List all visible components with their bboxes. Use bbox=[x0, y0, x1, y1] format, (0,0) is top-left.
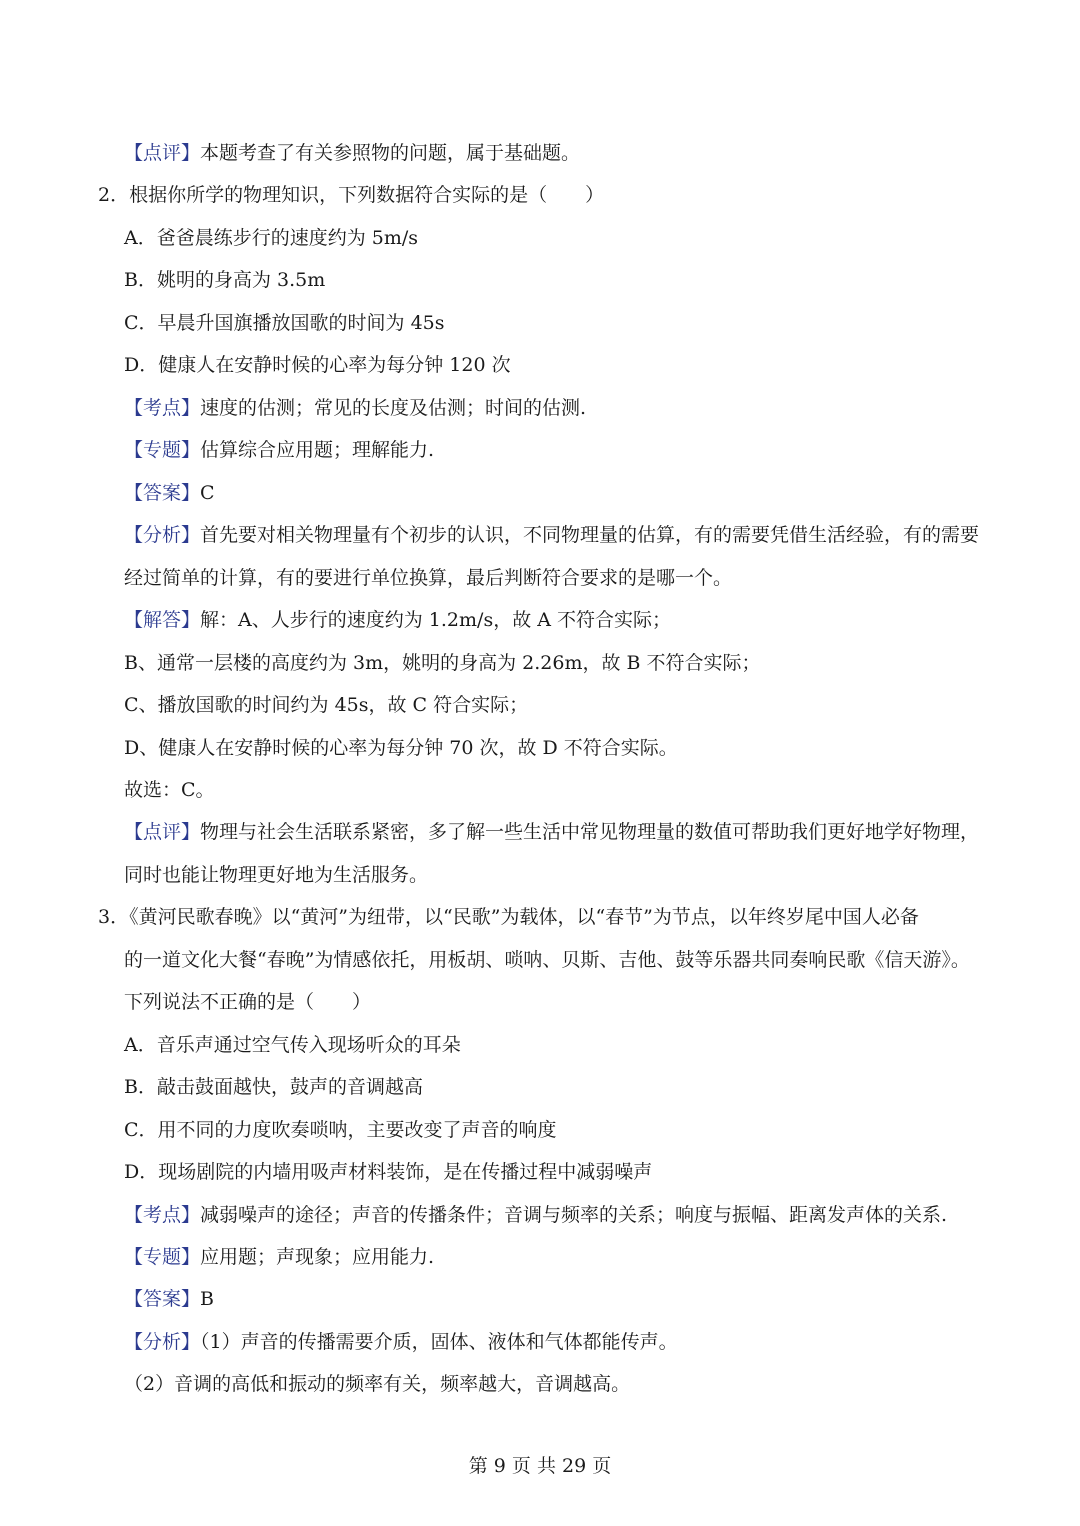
q3-kaodian bbox=[124, 1201, 947, 1229]
q2-zhuanti-text: 估算综合应用题；理解能力. bbox=[200, 439, 435, 461]
q2-analysis bbox=[124, 521, 979, 549]
page-footer: 第 9 页 共 29 页 bbox=[468, 1455, 612, 1477]
q2-review-text-2: 同时也能让物理更好地为生活服务。 bbox=[124, 864, 429, 886]
q2-solution-line-c: C、播放国歌的时间约为 45s，故 C 符合实际； bbox=[124, 694, 529, 716]
q2-solution-tag: 【解答】 bbox=[124, 609, 201, 631]
q2-review-tag: 【点评】 bbox=[124, 821, 201, 843]
q2-option-a: A．爸爸晨练步行的速度约为 5m/s bbox=[124, 227, 419, 249]
q3-analysis-text-1: （1）声音的传播需要介质，固体、液体和气体都能传声。 bbox=[200, 1331, 678, 1353]
q2-analysis-tag: 【分析】 bbox=[124, 524, 201, 546]
q1-review bbox=[124, 139, 580, 167]
q2-option-d: D．健康人在安静时候的心率为每分钟 120 次 bbox=[124, 354, 511, 376]
q3-analysis bbox=[124, 1328, 678, 1356]
q3-option-a: A．音乐声通过空气传入现场听众的耳朵 bbox=[124, 1034, 461, 1056]
q2-zhuanti-tag: 【专题】 bbox=[124, 439, 201, 461]
q2-kaodian bbox=[124, 394, 586, 422]
q3-stem-3: 下列说法不正确的是（ ） bbox=[124, 991, 372, 1013]
q3-kaodian-text: 减弱噪声的途径；声音的传播条件；音调与频率的关系；响度与振幅、距离发声体的关系. bbox=[200, 1204, 948, 1226]
q2-kaodian-text: 速度的估测；常见的长度及估测；时间的估测. bbox=[200, 397, 587, 419]
q3-option-c: C．用不同的力度吹奏唢呐，主要改变了声音的响度 bbox=[124, 1119, 557, 1141]
q3-kaodian-tag: 【考点】 bbox=[124, 1204, 201, 1226]
q2-answer-tag: 【答案】 bbox=[124, 482, 201, 504]
q2-analysis-text-2: 经过简单的计算，有的要进行单位换算，最后判断符合要求的是哪一个。 bbox=[124, 567, 733, 589]
q2-option-b: B．姚明的身高为 3.5m bbox=[124, 269, 326, 291]
q2-zhuanti bbox=[124, 436, 434, 464]
q3-analysis-text-2: （2）音调的高低和振动的频率有关，频率越大，音调越高。 bbox=[124, 1373, 631, 1395]
q1-review-tag: 【点评】 bbox=[124, 142, 201, 164]
q3-zhuanti-tag: 【专题】 bbox=[124, 1246, 201, 1268]
q3-option-d: D．现场剧院的内墙用吸声材料装饰，是在传播过程中减弱噪声 bbox=[124, 1161, 653, 1183]
q3-analysis-tag: 【分析】 bbox=[124, 1331, 201, 1353]
q2-review bbox=[124, 818, 979, 846]
q2-answer bbox=[124, 479, 215, 507]
q3-answer-text: B bbox=[200, 1288, 215, 1310]
q2-solution-choice: 故选：C。 bbox=[124, 779, 215, 801]
q2-solution bbox=[124, 606, 671, 634]
q3-option-b: B．敲击鼓面越快，鼓声的音调越高 bbox=[124, 1076, 423, 1098]
q3-answer bbox=[124, 1285, 214, 1313]
q1-review-text: 本题考查了有关参照物的问题，属于基础题。 bbox=[200, 142, 581, 164]
q2-solution-line-d: D、健康人在安静时候的心率为每分钟 70 次，故 D 不符合实际。 bbox=[124, 737, 678, 759]
q3-zhuanti bbox=[124, 1243, 434, 1271]
q2-answer-text: C bbox=[200, 482, 215, 504]
q2-kaodian-tag: 【考点】 bbox=[124, 397, 201, 419]
q3-answer-tag: 【答案】 bbox=[124, 1288, 201, 1310]
q2-review-text-1: 物理与社会生活联系紧密，多了解一些生活中常见物理量的数值可帮助我们更好地学好物理， bbox=[200, 821, 980, 843]
q2-stem: 2．根据你所学的物理知识，下列数据符合实际的是（ ） bbox=[98, 184, 605, 206]
q2-solution-line-b: B、通常一层楼的高度约为 3m，姚明的身高为 2.26m，故 B 不符合实际； bbox=[124, 652, 761, 674]
q3-zhuanti-text: 应用题；声现象；应用能力. bbox=[200, 1246, 435, 1268]
q2-analysis-text-1: 首先要对相关物理量有个初步的认识，不同物理量的估算，有的需要凭借生活经验，有的需要 bbox=[200, 524, 980, 546]
q2-option-c: C．早晨升国旗播放国歌的时间为 45s bbox=[124, 312, 445, 334]
q3-stem-1: 3．《黄河民歌春晚》以“黄河”为纽带，以“民歌”为载体，以“春节”为节点，以年终岁尾中国人必备 bbox=[98, 906, 919, 928]
q3-stem-2: 的一道文化大餐“春晚”为情感依托，用板胡、唢呐、贝斯、吉他、鼓等乐器共同奏响民歌《信天游》。 bbox=[124, 949, 970, 971]
q2-solution-text-1: 解：A、人步行的速度约为 1.2m/s，故 A 不符合实际； bbox=[200, 609, 671, 631]
